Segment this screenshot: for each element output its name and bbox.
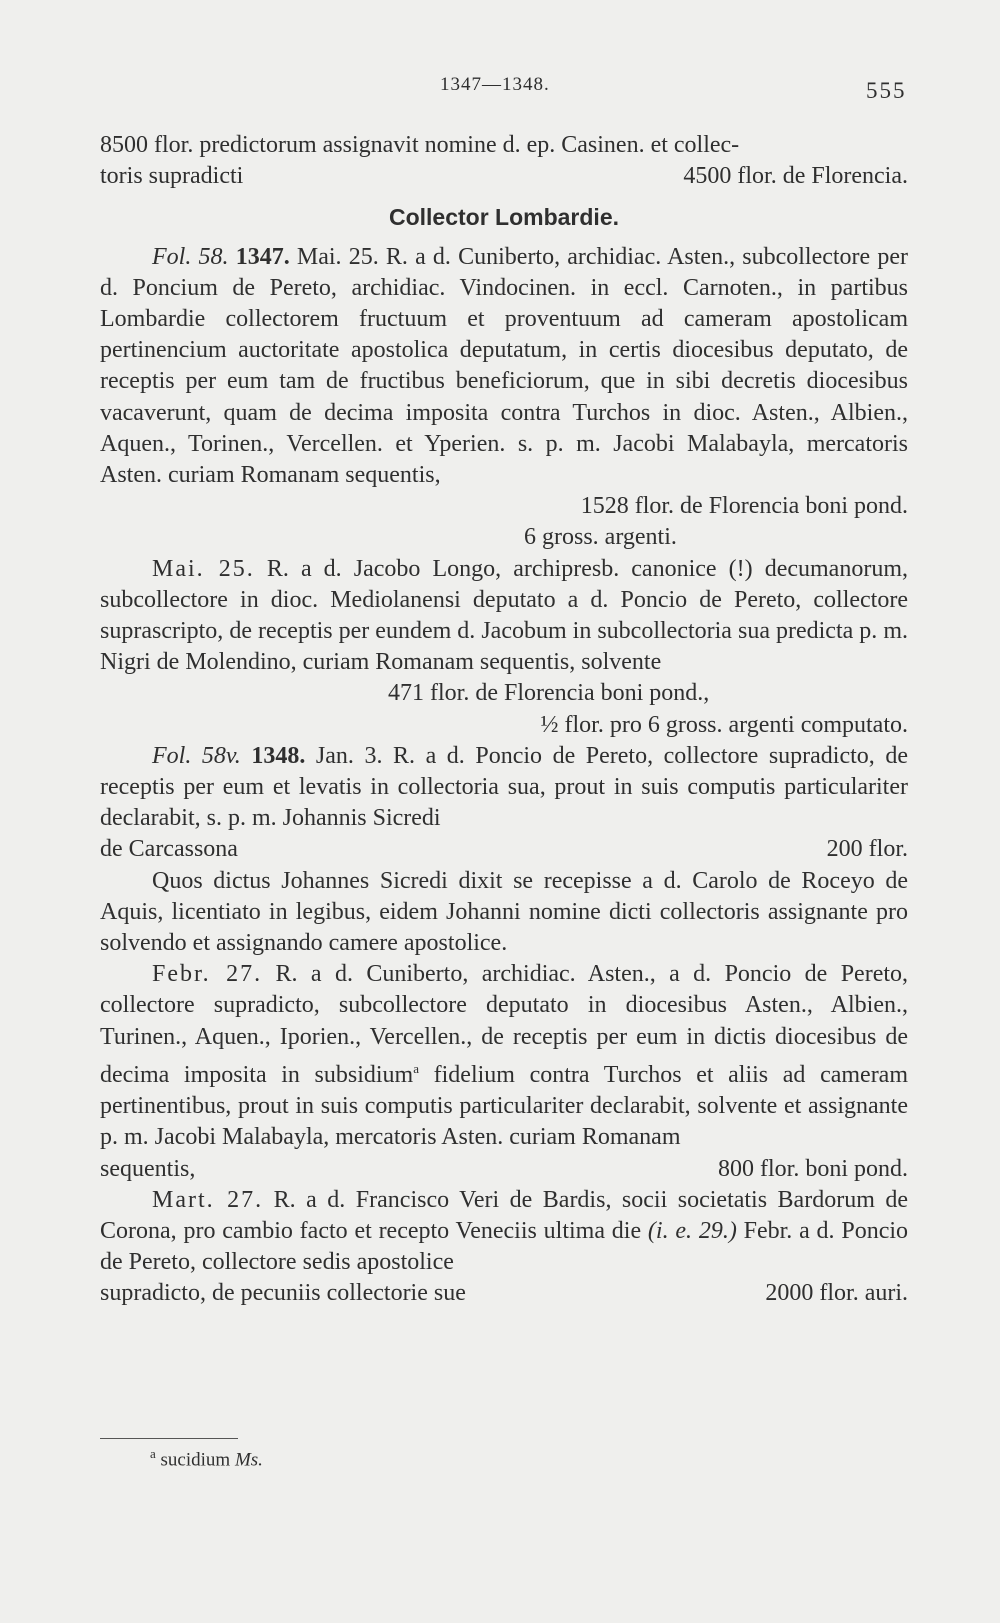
p2-amount-2: 6 gross. argenti. bbox=[524, 524, 677, 551]
p1-line1: 8500 flor. predictorum assignavit nomine d. ep. Casinen. et collec- bbox=[100, 132, 740, 158]
p7-last-line bbox=[100, 1278, 908, 1309]
p6-text-a: R. a d. Cuniberto, archidiac. Asten., a d. Poncio de Pereto, collectore supradicto, subcollectore deputato in diocesibus Asten., Albien., Turinen., Aquen., Iporien., Vercellen., de receptis per eum in dictis diocesibus de decima imposita in subsidium bbox=[100, 961, 909, 1088]
p4-last-line bbox=[100, 834, 908, 865]
p7-amount: 2000 flor. auri. bbox=[765, 1280, 908, 1307]
p6-date: Febr. 27. bbox=[152, 961, 263, 988]
paragraph-1 bbox=[100, 130, 908, 192]
p6-last-line bbox=[100, 1154, 908, 1185]
p4-amount: 200 flor. bbox=[826, 836, 908, 863]
p2-amount-1: 1528 flor. de Florencia boni pond. bbox=[580, 493, 908, 520]
p1-amount: 4500 flor. de Florencia. bbox=[683, 163, 908, 190]
p1-line2 bbox=[100, 161, 908, 192]
p6-amount: 800 flor. boni pond. bbox=[718, 1155, 908, 1182]
p7-text-b: Febr. a d. Poncio de Pereto, collectore sedis apostolice bbox=[100, 1217, 909, 1276]
p2-text: Mai. 25. R. a d. Cuniberto, archidiac. Asten., subcollectore per d. Poncium de Pereto, archidiac. Vindocinen. in eccl. Carnoten., in partibus Lombardie collectorem fructuum et proventuum ad cameram apostolicam pertinencium auctoritate apostolica deputatum, in certis diocesibus deputato, de receptis per eum tam de fructibus beneficiorum, que in sibi decretis diocesibus vacaverunt, quam de decima imposita contra Turchos in dioc. Asten., Albien., Aquen., Torinen., Vercellen. et Yperien. s. p. m. Jacobi Malabayla, mercatoris Asten. curiam Romanam sequentis, bbox=[100, 243, 909, 489]
body-text bbox=[100, 130, 908, 1310]
p4-text: Jan. 3. R. a d. Poncio de Pereto, collectore supradicto, de receptis per eum et levatis in collectoria sua, prout in suis computis particulariter declarabit, s. p. m. Johannis Sicredi bbox=[100, 742, 909, 832]
p7-ie: (i. e. 29.) bbox=[647, 1217, 737, 1244]
paragraph-5: Quos dictus Johannes Sicredi dixit se recepisse a d. Carolo de Roceyo de Aquis, licentiato in legibus, eidem Johanni nomine dicti collectoris assignante pro solvendo et assignando camere apostolice. bbox=[100, 867, 908, 957]
p4-folio: Fol. 58v. bbox=[152, 742, 241, 769]
p6-text-b: fidelium contra Turchos et aliis ad cameram pertinentibus, prout in suis computis particulariter declarabit, solvente et assignante p. m. Jacobi Malabayla, mercatoris Asten. curiam Romanam bbox=[100, 1061, 909, 1151]
paragraph-6 bbox=[100, 959, 908, 1153]
footnote-ms: Ms. bbox=[234, 1449, 263, 1471]
p3-text: R. a d. Jacobo Longo, archipresb. canonice (!) decumanorum, subcollectore in dioc. Mediolanensi deputato a d. Poncio de Pereto, collectore suprascripto, de receptis per eundem d. Jacobum in subcollectoria sua predicta p. m. Nigri de Molendino, curiam Romanam sequentis, solvente bbox=[100, 555, 908, 676]
p3-amount-1: 471 flor. de Florencia boni pond., bbox=[388, 680, 710, 707]
p4-year: 1348. bbox=[251, 742, 306, 769]
p6-last-left: sequentis, bbox=[100, 1155, 196, 1182]
footnote bbox=[150, 1446, 263, 1471]
p2-year: 1347. bbox=[235, 243, 290, 270]
p7-last-left: supradicto, de pecuniis collectorie sue bbox=[100, 1280, 466, 1307]
p4-last-left: de Carcassona bbox=[100, 836, 238, 863]
paragraph-4 bbox=[100, 741, 908, 835]
footnote-divider bbox=[100, 1438, 238, 1439]
paragraph-7 bbox=[100, 1185, 908, 1279]
footnote-marker: a bbox=[413, 1060, 419, 1076]
running-header-years: 1347—1348. bbox=[440, 74, 550, 95]
paragraph-2 bbox=[100, 242, 908, 492]
p1-line2-left: toris supradicti bbox=[100, 163, 244, 190]
p2-folio: Fol. 58. bbox=[152, 243, 229, 270]
paragraph-3 bbox=[100, 554, 908, 679]
footnote-text: sucidium bbox=[160, 1449, 231, 1471]
footnote-mark: a bbox=[150, 1446, 156, 1461]
p3-amount-2: ½ flor. pro 6 gross. argenti computato. bbox=[540, 711, 908, 738]
page-number: 555 bbox=[866, 78, 907, 103]
p3-date: Mai. 25. bbox=[152, 555, 255, 582]
section-heading: Collector Lombardie. bbox=[388, 204, 620, 231]
p7-date: Mart. 27. bbox=[152, 1186, 264, 1213]
p7-text-a: R. a d. Francisco Veri de Bardis, socii societatis Bardorum de Corona, pro cambio facto et recepto Veneciis ultima die bbox=[100, 1186, 909, 1244]
